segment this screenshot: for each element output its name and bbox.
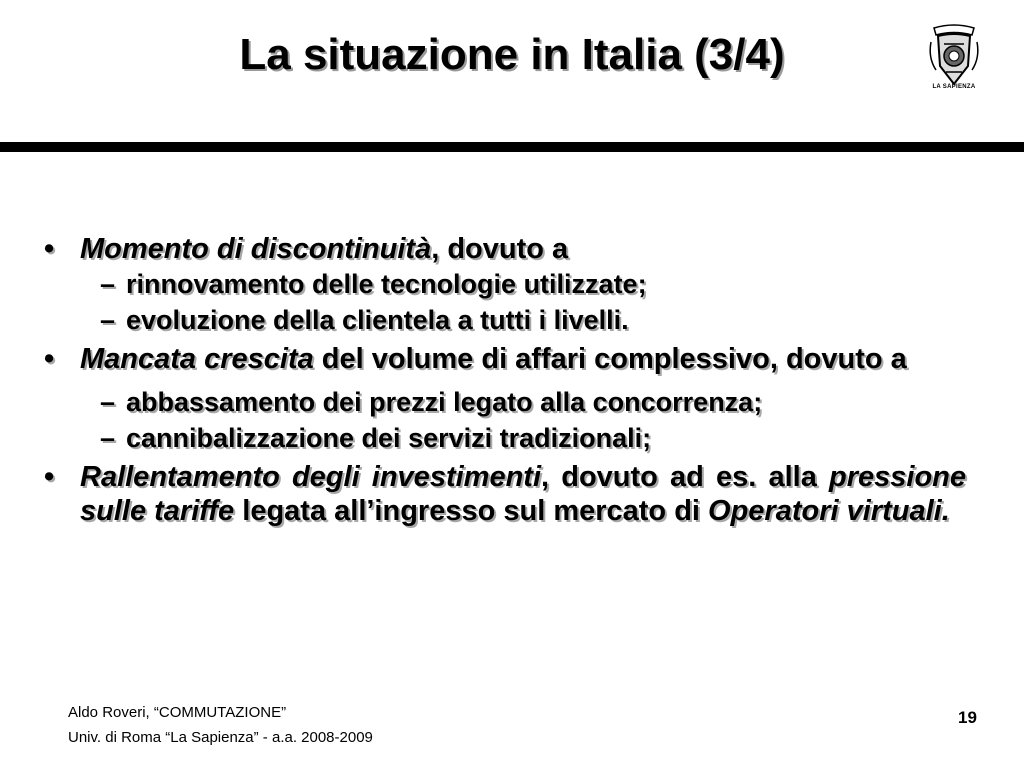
sub-item-text: rinnovamento delle tecnologie utilizzate; <box>126 269 647 299</box>
logo-caption: LA SAPIENZA <box>932 84 976 90</box>
bullet-2-sub-1 <box>44 384 966 420</box>
bullet-2-sub-2 <box>44 420 966 456</box>
bullet-1-sub-1 <box>44 266 966 302</box>
bullet-2-text: del volume di affari complessivo, dovuto a <box>313 343 907 375</box>
bullet-3-text-1: , dovuto ad es. alla <box>541 461 829 493</box>
bullet-3 <box>44 460 966 528</box>
bullet-2-emphasis: Mancata crescita <box>80 343 314 375</box>
footer-author: Aldo Roveri, “COMMUTAZIONE” <box>68 704 287 721</box>
bullet-3-emphasis-1: Rallentamento degli investimenti <box>80 461 542 493</box>
bullet-2 <box>44 342 966 376</box>
dash-marker: – <box>100 423 116 453</box>
bullet-1-sub-2 <box>44 302 966 338</box>
dash-marker: – <box>100 305 116 335</box>
dash-marker: – <box>100 269 116 299</box>
title-divider <box>0 142 1024 152</box>
bullet-3-emphasis-3: Operatori virtuali. <box>708 495 950 527</box>
slide-body <box>44 232 966 528</box>
dash-marker: – <box>100 387 116 417</box>
bullet-1 <box>44 232 966 266</box>
bullet-1-emphasis: Momento di discontinuità <box>80 233 432 265</box>
bullet-marker: • <box>44 461 55 493</box>
bullet-3-text-2: legata all’ingresso sul mercato di <box>234 495 709 527</box>
page-number: 19 <box>958 708 977 727</box>
bullet-1-text: , dovuto a <box>431 233 569 265</box>
sub-item-text: evoluzione della clientela a tutti i livelli. <box>126 305 629 335</box>
bullet-marker: • <box>44 343 55 375</box>
slide-title: La situazione in Italia (3/4) <box>239 30 785 79</box>
sub-item-text: cannibalizzazione dei servizi tradizionali; <box>126 423 652 453</box>
bullet-marker: • <box>44 233 55 265</box>
sub-item-text: abbassamento dei prezzi legato alla concorrenza; <box>126 387 763 417</box>
footer-university: Univ. di Roma “La Sapienza” - a.a. 2008-2009 <box>68 729 373 746</box>
bullet-3-emphasis-2: pressione sulle tariffe <box>80 461 966 527</box>
